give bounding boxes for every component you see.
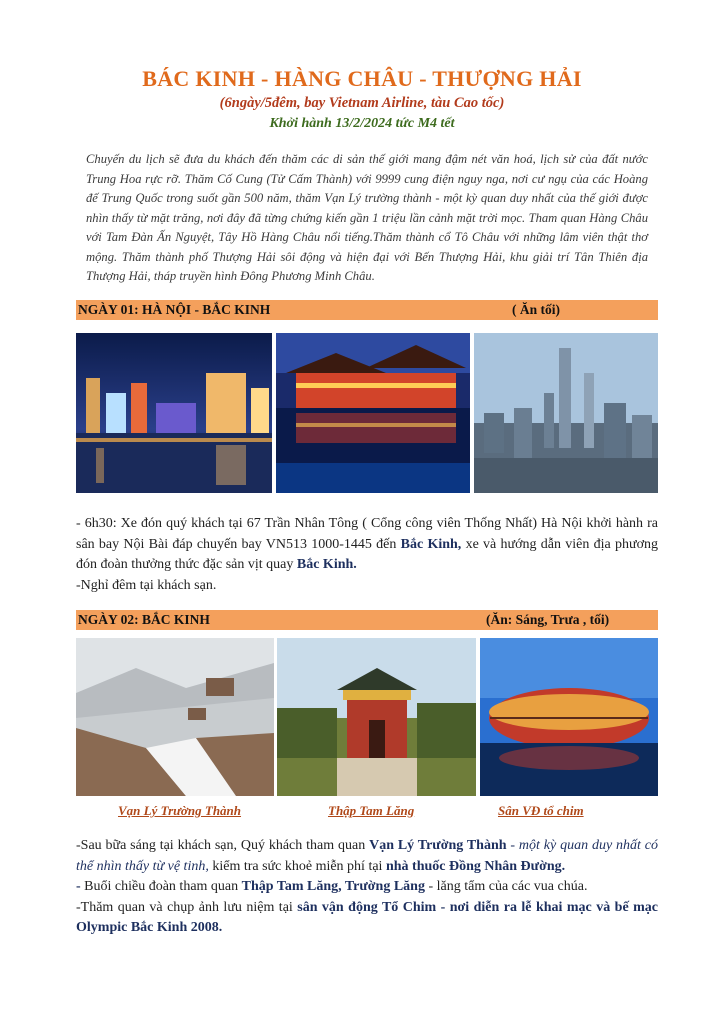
day1-paragraph-1: [76, 514, 658, 576]
caption-birds-nest: Sân VĐ tổ chim: [498, 803, 584, 818]
shanghai-skyline-photo: [474, 333, 658, 493]
day2-text-a: -Sau bữa sáng tại khách sạn, Quý khách tham quan: [76, 838, 370, 853]
ming-tomb-gate-photo: [277, 638, 476, 796]
day1-label: NGÀY 01: HÀ NỘI - BẮC KINH: [78, 302, 271, 317]
day2-text-b: Vạn Lý Trường Thành: [369, 838, 507, 853]
yu-garden-pavilion-night-photo: [276, 333, 470, 493]
day2-label: NGÀY 02: BẮC KINH: [78, 612, 210, 627]
day1-itinerary: [76, 514, 658, 596]
day2-text-f: -: [76, 879, 85, 894]
day2-paragraph-1: [76, 836, 658, 877]
day1-text-d: Bắc Kinh.: [296, 557, 357, 572]
day2-text-h: Thập Tam Lăng, Trường Lăng: [241, 879, 425, 894]
day2-text-d: kiểm tra sức khoẻ miễn phí tại: [208, 858, 386, 874]
day1-paragraph-2: -Nghỉ đêm tại khách sạn.: [76, 577, 217, 593]
day1-header: [76, 300, 658, 320]
day2-text-e: nhà thuốc Đồng Nhân Đường.: [385, 858, 566, 874]
great-wall-snow-photo: [76, 638, 274, 796]
intro-paragraph: Chuyến du lịch sẽ đưa du khách đến thăm các di sản thế giới mang đậm nét văn hoá, lịch sử của đất nước Trung Hoa rực rỡ. Thăm Cố Cung (Tử Cấm Thành) với 9999 cung điện nguy nga, nơi cư ngụ của các Hoàng đế Trung Quốc trong suốt gần 500 năm, thăm Vạn Lý trường thành - một kỳ quan duy nhất của thế giới được nhìn thấy từ mặt trăng, nơi đây đã từng chứng kiến gần 1 triệu lần cảnh mặt trời mọc. Tham quan Hàng Châu với Tam Đàn Ấn Nguyệt, Tây Hồ Hàng Châu nổi tiếng.Thăm thành cổ Tô Châu với những lâm viên thật thơ mộng. Thăm thành phố Thượng Hải sôi động và hiện đại với Bến Thượng Hải, khu giải trí Tân Thiên địa Thượng Hải, tháp truyền hình Đông Phương Minh Châu.: [86, 152, 648, 283]
caption-ming-tombs: Thập Tam Lăng: [328, 803, 415, 818]
day2-paragraph-2: [76, 877, 658, 898]
day1-text-b: Bắc Kinh,: [400, 536, 462, 552]
macau-casino-night-photo: [76, 333, 272, 493]
day1-text-c: xe và hướng dẫn viên địa phương đón đoàn thưởng thức đặc sản vịt quay: [76, 536, 658, 572]
day2-text-j: -Thăm quan và chụp ảnh lưu niệm tại: [76, 899, 298, 915]
birds-nest-stadium-photo: [480, 638, 658, 796]
tour-subtitle: (6ngày/5đêm, bay Vietnam Airline, tàu Cao tốc): [219, 95, 505, 111]
day2-text-g: Buổi chiều đoàn tham quan: [84, 879, 242, 894]
caption-great-wall: Vạn Lý Trường Thành: [118, 803, 242, 818]
day2-itinerary: [76, 836, 658, 939]
day2-meals: (Ăn: Sáng, Trưa , tối): [486, 612, 610, 627]
day2-text-c: - một kỳ quan duy nhất có thể nhìn thấy từ vệ tinh,: [76, 838, 658, 874]
day2-header: [76, 610, 658, 630]
day1-meals: ( Ăn tối): [512, 302, 560, 317]
day2-text-k: sân vận động Tổ Chim - nơi diễn ra lễ khai mạc và bế mạc Olympic Bắc Kinh 2008.: [76, 899, 658, 935]
departure-date: Khởi hành 13/2/2024 tức M4 tết: [269, 116, 455, 131]
day1-text-a: - 6h30: Xe đón quý khách tại 67 Trần Nhân Tông ( Cổng công viên Thống Nhất) Hà Nội khởi hành ra sân bay Nội Bài đáp chuyến bay VN513 1000-1445 đến: [76, 516, 658, 552]
page-title: BÁC KINH - HÀNG CHÂU - THƯỢNG HẢI: [142, 66, 582, 91]
day2-paragraph-3: [76, 898, 658, 939]
day2-text-i: - lăng tẩm của các vua chúa.: [424, 879, 588, 894]
